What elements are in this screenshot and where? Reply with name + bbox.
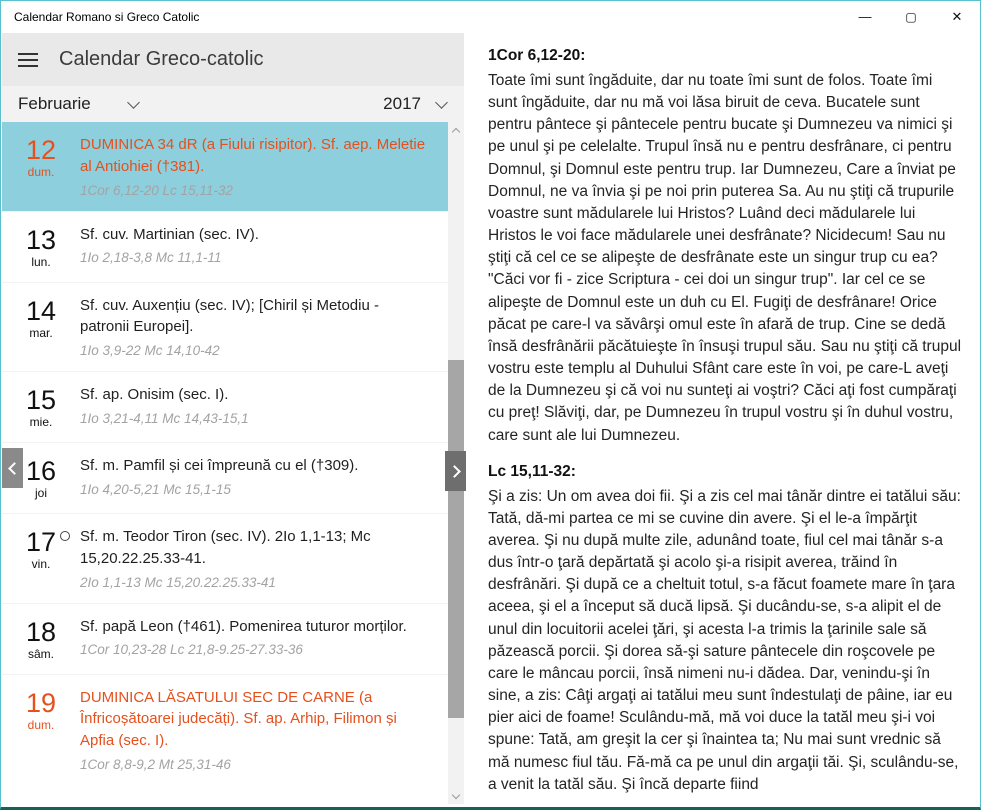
reading-body: Toate îmi sunt îngăduite, dar nu toate îmi sunt de folos. Toate îmi sunt îngăduite, dar nu mă voi lăsa biruit de ceva. Bucatele sunt pentru pântece şi pântecele pentru bucate şi Dumnezeu va nimici şi pe unul şi pe celelalte. Trupul însă nu e pentru desfrânare, ci pentru Domnul, şi Domnul este pentru trup. Iar Dumnezeu, Care a înviat pe Domnul, ne va învia şi pe noi prin puterea Sa. Au nu ştiţi că trupurile voastre sunt mădularele lui Hristos? Luând deci mădularele lui Hristos le voi face mădularele unei desfrânate? Nicidecum! Sau nu ştiţi că cel ce se alipeşte de desfrânate este un singur trup cu ea? "Căci vor fi - zice Scriptura - cei doi un singur trup". Iar cel ce se alipeşte de Domnul este un duh cu El. Fugiţi de desfrânare! Orice păcat pe care-l va săvârşi omul este în afară de trup. Cine se dedă însă desfrânării păcătuieşte în însuşi trupul său. Sau nu ştiţi că trupul vostru este templu al Duhului Sfânt care este în voi, pe care-L aveţi de la Dumnezeu şi că voi nu sunteţi ai voştri? Căci aţi fost cumpăraţi cu preţ! Slăviţi, dar, pe Dumnezeu în trupul vostru şi în duhul vostru, care sunt ale lui Dumnezeu. — [488, 72, 962, 444]
day-weekday: joi — [34, 486, 47, 500]
day-row-17[interactable] — [2, 513, 448, 603]
day-readings: 1Io 3,9-22 Mc 14,10-42 — [80, 343, 220, 358]
month-chevron-down-icon[interactable] — [127, 96, 140, 109]
reading-body: Şi a zis: Un om avea doi fii. Şi a zis cel mai tânăr dintre ei tatălui său: Tată, dă-mi partea ce mi se cuvine din avere. Şi el le-a împărţit averea. Şi nu după multe zile, adunând toate, fiul cel mai tânăr s-a dus într-o ţară depărtată şi acolo şi-a risipit averea, trăind în desfrânări. Şi după ce a cheltuit totul, s-a făcut foamete mare în ţara aceea, şi el a început să ducă lipsă. Şi ducându-se, s-a alipit el de unul din locuitorii acelei ţări, şi acesta l-a trimis la ţarinile sale să păzească porcii. Şi dorea să-şi sature pântecele din roşcovele pe care le mâncau porcii, însă nimeni nu-i dădea. Dar, venindu-şi în sine, a zis: Câţi argaţi ai tatălui meu sunt îndestulaţi de pâine, iar eu pier aici de foame! Sculându-mă, mă voi duce la tatăl meu şi-i voi spune: Tată, am greşit la cer şi înaintea ta; Nu mai sunt vrednic să mă numesc fiul tău. Fă-mă ca pe unul din argaţii tăi. Şi, sculându-se, a venit la tatăl său. Şi încă departe fiind — [488, 487, 961, 793]
day-title: Sf. cuv. Martinian (sec. IV). — [80, 225, 259, 243]
year-chevron-down-icon[interactable] — [435, 96, 448, 109]
year-select[interactable]: 2017 — [383, 94, 421, 113]
scroll-up-icon[interactable] — [448, 122, 464, 138]
app-header — [2, 33, 464, 86]
next-page-button[interactable] — [445, 451, 466, 491]
maximize-button[interactable]: ▢ — [905, 9, 917, 24]
reading-heading: 1Cor 6,12-20: — [488, 47, 586, 64]
day-title: Sf. cuv. Auxențiu (sec. IV); [Chiril și Metodiu - patronii Europei]. — [80, 296, 379, 336]
day-title: DUMINICA LĂSATULUI SEC DE CARNE (a Înfricoșătoarei judecăți). Sf. ap. Arhip, Filimon și Apfia (sec. I). — [80, 688, 397, 749]
chevron-left-icon — [8, 462, 21, 475]
day-number: 17 — [25, 527, 57, 557]
day-row-18[interactable] — [2, 603, 448, 674]
calendar-panel — [2, 33, 464, 804]
moon-phase-icon — [60, 531, 70, 541]
minimize-button[interactable]: — — [858, 9, 872, 24]
day-readings: 1Cor 8,8-9,2 Mt 25,31-46 — [80, 756, 231, 772]
app-header-title: Calendar Greco-catolic — [59, 48, 264, 70]
day-weekday: dum. — [27, 717, 55, 732]
reading-heading: Lc 15,11-32: — [488, 462, 576, 480]
day-number: 16 — [25, 456, 57, 486]
day-weekday: dum. — [27, 165, 55, 179]
day-title: Sf. m. Teodor Tiron (sec. IV). 2Io 1,1-13; Mc 15,20.22.25.33-41. — [80, 528, 371, 567]
day-number: 15 — [25, 385, 57, 415]
day-number: 18 — [25, 616, 57, 647]
day-row-16[interactable] — [2, 442, 448, 513]
day-row-15[interactable] — [2, 371, 448, 442]
day-title: Sf. ap. Onisim (sec. I). — [80, 386, 229, 403]
day-row-13[interactable] — [2, 211, 448, 282]
month-select[interactable]: Februarie — [18, 94, 91, 113]
reading-section-epistle — [488, 47, 965, 447]
day-readings: 1Io 4,20-5,21 Mc 15,1-15 — [80, 481, 231, 497]
day-readings: 2Io 1,1-13 Mc 15,20.22.25.33-41 — [80, 574, 276, 590]
title-bar — [1, 1, 980, 32]
day-readings: 1Io 2,18-3,8 Mc 11,1-11 — [80, 250, 222, 266]
day-list — [2, 122, 448, 804]
day-weekday: lun. — [31, 254, 51, 269]
day-row-14[interactable] — [2, 282, 448, 372]
day-title: Sf. m. Pamfil și cei împreună cu el (†309). — [80, 457, 359, 474]
day-weekday: vin. — [31, 557, 51, 571]
reading-section-gospel — [488, 463, 965, 796]
day-readings: 1Io 3,21-4,11 Mc 14,43-15,1 — [80, 410, 249, 426]
scrollbar-thumb[interactable] — [448, 360, 464, 718]
day-readings: 1Cor 10,23-28 Lc 21,8-9.25-27.33-36 — [80, 642, 303, 658]
day-weekday: mar. — [29, 325, 53, 340]
day-row-19[interactable] — [2, 674, 448, 785]
day-number: 14 — [25, 295, 57, 326]
day-weekday: sâm. — [27, 646, 54, 661]
day-title: DUMINICA 34 dR (a Fiului risipitor). Sf. aep. Meletie al Antiohiei (†381). — [80, 136, 426, 175]
window-title: Calendar Romano si Greco Catolic — [14, 9, 200, 24]
day-title: Sf. papă Leon (†461). Pomenirea tuturor morților. — [80, 617, 407, 635]
day-number: 13 — [25, 224, 57, 255]
prev-page-button[interactable] — [2, 448, 23, 488]
close-button[interactable]: ✕ — [951, 8, 963, 24]
scroll-down-icon[interactable] — [448, 788, 464, 804]
day-number: 19 — [25, 687, 57, 718]
readings-panel — [488, 47, 965, 807]
chevron-right-icon — [448, 465, 461, 478]
day-row-12[interactable] — [2, 122, 448, 211]
day-number: 12 — [25, 135, 57, 165]
day-readings: 1Cor 6,12-20 Lc 15,11-32 — [80, 182, 233, 198]
day-weekday: mie. — [29, 415, 53, 429]
month-year-picker — [2, 86, 464, 122]
hamburger-menu-icon[interactable] — [18, 53, 38, 67]
